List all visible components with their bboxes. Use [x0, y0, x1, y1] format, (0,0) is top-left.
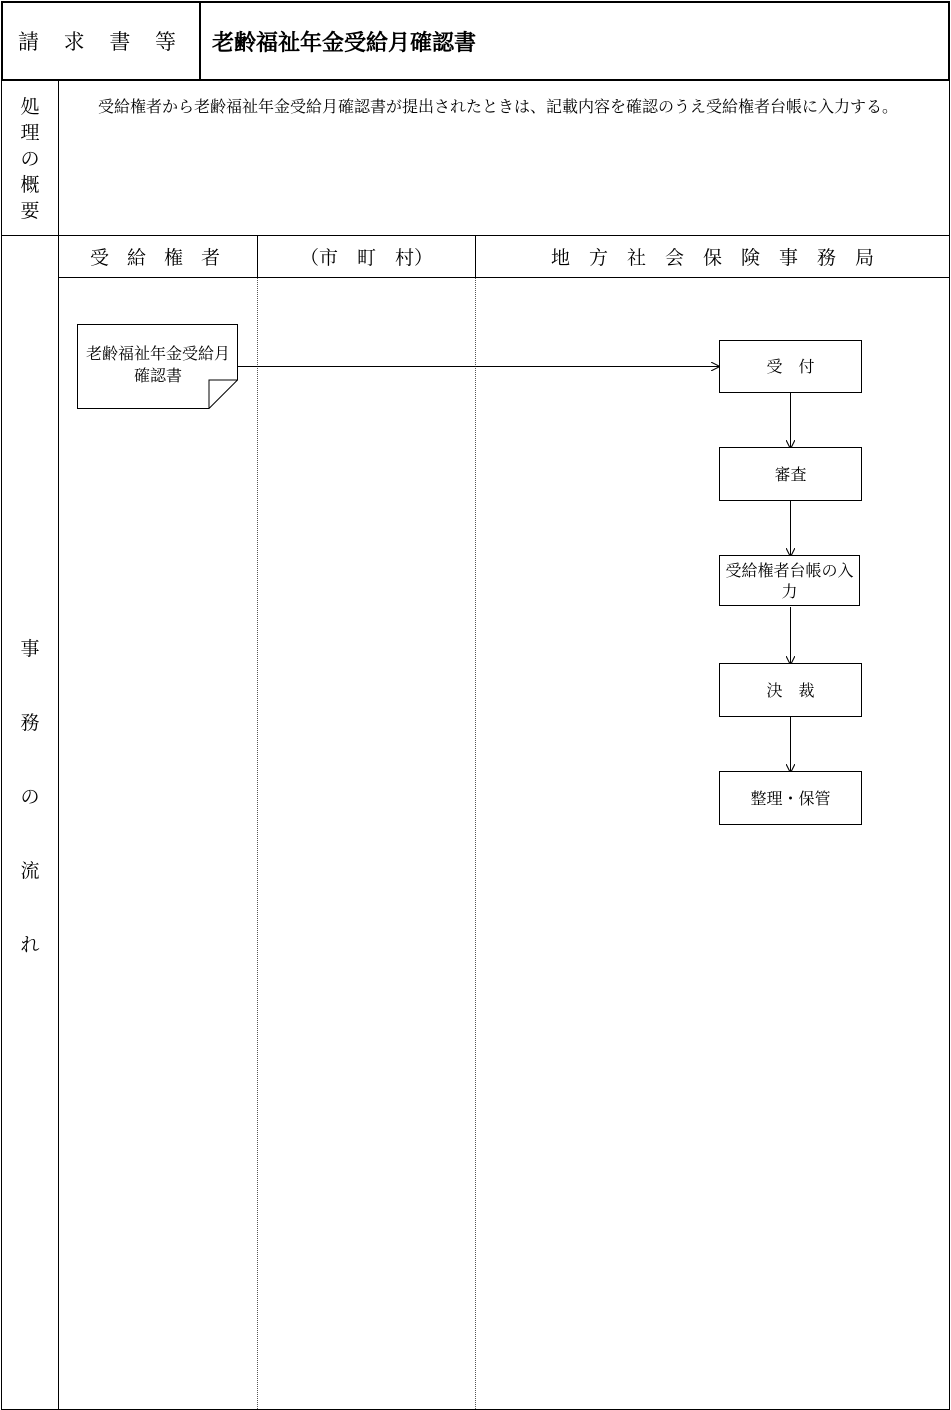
flow-heading-char: 務 — [20, 712, 40, 734]
summary-heading-char: 要 — [20, 200, 40, 222]
flow-heading-char: 事 — [20, 638, 40, 660]
summary-heading-char: 理 — [20, 122, 40, 144]
step-ledger-entry: 受給権者台帳の入力 — [719, 555, 860, 606]
summary-text: 受給権者から老齢福祉年金受給月確認書が提出されたときは、記載内容を確認のうえ受給権者台帳に入力する。 — [98, 97, 899, 116]
summary-heading-char: 処 — [20, 96, 40, 118]
lane-label-municipality: （市 町 村） — [299, 247, 433, 269]
step-filing-storage: 整理・保管 — [719, 771, 862, 825]
step-reception: 受 付 — [719, 340, 862, 393]
summary-heading-char: の — [20, 148, 40, 170]
lane-label-recipient: 受 給 権 者 — [89, 247, 227, 269]
step-review: 審査 — [719, 447, 862, 501]
document-label: 老齢福祉年金受給月確認書 — [86, 344, 231, 385]
page-title: 老齢福祉年金受給月確認書 — [212, 30, 477, 56]
step-approval: 決 裁 — [719, 663, 862, 717]
flow-heading-char: の — [20, 786, 40, 808]
lane-label-social-insurance-office: 地 方 社 会 保 険 事 務 局 — [550, 247, 874, 269]
flow-heading-char: れ — [20, 934, 40, 956]
summary-heading-char: 概 — [20, 174, 40, 196]
flow-heading-char: 流 — [20, 860, 40, 882]
header-label: 請 求 書 等 — [17, 30, 186, 54]
